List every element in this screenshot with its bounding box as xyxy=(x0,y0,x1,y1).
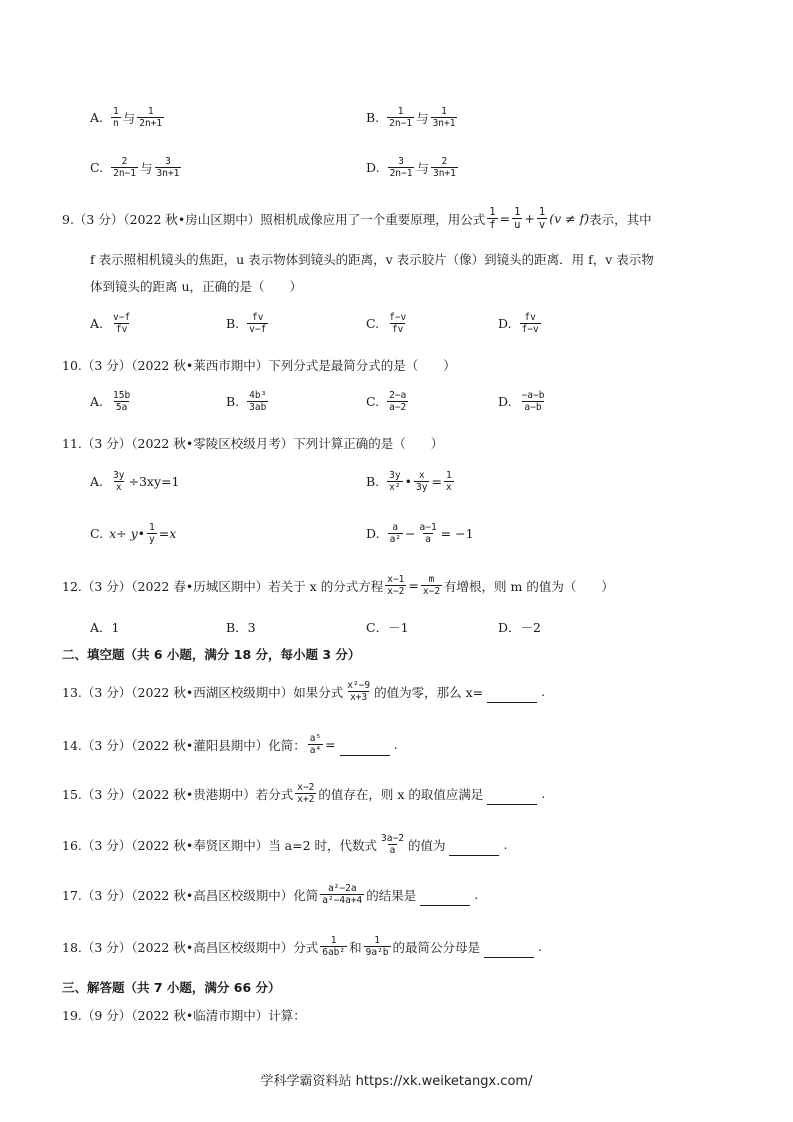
fraction: $\frac{a}{\text{a²}}$ xyxy=(389,522,402,545)
q10-option-a: A. $\frac{15b}{5a}$ xyxy=(90,390,131,413)
q9-option-b: B. $\frac{fv}{v-f}$ xyxy=(226,312,267,335)
fraction: $\frac{1}{f}$ xyxy=(489,206,496,231)
q14: 14.（3 分）（2022 秋•灌阳县期中）化简： $\frac{\text{a⁵}}{\text{a⁴}}$ = . xyxy=(62,733,398,756)
q12-option-b: B．3 xyxy=(226,620,256,635)
fraction: $\frac{x-2}{x+2}$ xyxy=(297,782,315,805)
fraction: $\frac{1}{\text{6ab²}}$ xyxy=(322,935,346,958)
fraction: $\frac{v-f}{fv}$ xyxy=(113,312,131,335)
q9-line2: f 表示照相机镜头的焦距，u 表示物体到镜头的距离，v 表示胶片（像）到镜头的距离．用 f，v 表示物 xyxy=(90,252,654,267)
fraction: $\frac{\text{a²−2a}}{\text{a²−4a+4}}$ xyxy=(322,883,363,906)
fraction: $\frac{1}{u}$ xyxy=(514,206,521,231)
fraction: $\frac{1}{2n-1}$ xyxy=(389,106,413,129)
answer-blank[interactable] xyxy=(487,792,537,805)
fraction: $\frac{1}{\text{9a²b}}$ xyxy=(365,935,389,958)
fraction: $\frac{1}{v}$ xyxy=(538,206,546,231)
fraction: $\frac{-a-b}{a-b}$ xyxy=(521,390,545,413)
answer-blank[interactable] xyxy=(487,690,537,703)
q9-line3: 体到镜头的距离 u，正确的是（ ） xyxy=(90,279,303,294)
q9-option-d: D. $\frac{fv}{f-v}$ xyxy=(498,312,539,335)
fraction: $\frac{\text{x²−9}}{x+3}$ xyxy=(347,680,371,703)
q17: 17.（3 分）（2022 秋•高昌区校级期中）化简 $\frac{\text{a²−2a}}{\text{a²−4a+4}}$ 的结果是 . xyxy=(62,883,479,906)
section-heading-answer: 三、解答题（共 7 小题，满分 66 分） xyxy=(62,980,281,995)
fraction: $\frac{1}{3n+1}$ xyxy=(432,106,456,129)
footer-watermark[interactable]: 学科学霸资料站 https://xk.weiketangx.com/ xyxy=(260,1074,533,1089)
q11-option-d: D. $\frac{a}{\text{a²}}$ − $\frac{a-1}{a}$ = −1 xyxy=(366,522,474,545)
fraction: $\frac{3}{2n-1}$ xyxy=(389,156,413,179)
q19-stem: 19.（9 分）（2022 秋•临清市期中）计算： xyxy=(62,1008,306,1023)
fraction: $\frac{1}{y}$ xyxy=(149,522,155,545)
fraction: $\frac{fv}{v-f}$ xyxy=(249,312,267,335)
q11-option-a: A. $\frac{3y}{x}$ ÷3xy=1 xyxy=(90,470,180,493)
q8-option-d: D. $\frac{3}{2n-1}$ 与 $\frac{2}{3n+1}$ xyxy=(366,156,456,179)
fraction: $\frac{x-1}{x-2}$ xyxy=(387,574,405,597)
q12-option-a: A．1 xyxy=(90,620,120,635)
q10-option-b: B. $\frac{\text{4b³}}{3ab}$ xyxy=(226,390,267,413)
fraction: $\frac{3}{3n+1}$ xyxy=(156,156,180,179)
q11-option-b: B. $\frac{3y}{\text{x²}}$ • $\frac{x}{3y}$ = $\frac{1}{x}$ xyxy=(366,470,452,493)
q8-option-c: C. $\frac{2}{2n-1}$ 与 $\frac{3}{3n+1}$ xyxy=(90,156,180,179)
fraction: $\frac{a-1}{a}$ xyxy=(419,522,437,545)
fraction: $\frac{2}{3n+1}$ xyxy=(432,156,456,179)
q8-option-b: B. $\frac{1}{2n-1}$ 与 $\frac{1}{3n+1}$ xyxy=(366,106,456,129)
q11-option-c: C. x÷ y• $\frac{1}{y}$ =x xyxy=(90,522,177,545)
fraction: $\frac{1}{n}$ xyxy=(113,106,119,129)
fraction: $\frac{1}{x}$ xyxy=(445,470,452,493)
q13: 13.（3 分）（2022 秋•西湖区校级期中）如果分式 $\frac{\text{x²−9}}{x+3}$ 的值为零，那么 x= . xyxy=(62,680,546,703)
q10-stem: 10.（3 分）（2022 秋•莱西市期中）下列分式是最简分式的是（ ） xyxy=(62,358,456,373)
answer-blank[interactable] xyxy=(420,893,470,906)
answer-blank[interactable] xyxy=(484,945,534,958)
q9-stem: 9.（3 分）（2022 秋•房山区期中）照相机成像应用了一个重要原理，用公式 $\frac{1}{f}$ = $\frac{1}{u}$ + $\frac{1}{v}$ (v ≠ f)表示，其中 xyxy=(62,206,652,231)
q12-option-c: C．－1 xyxy=(366,620,409,635)
q9-option-a: A. $\frac{v-f}{fv}$ xyxy=(90,312,131,335)
fraction: $\frac{2}{2n-1}$ xyxy=(113,156,136,179)
q12-option-d: D．－2 xyxy=(498,620,541,635)
q10-option-d: D. $\frac{-a-b}{a-b}$ xyxy=(498,390,545,413)
fraction: $\frac{x}{3y}$ xyxy=(416,470,428,493)
fraction: $\frac{\text{4b³}}{3ab}$ xyxy=(249,390,267,413)
q8-option-a: A. $\frac{1}{n}$ 与 $\frac{1}{2n+1}$ xyxy=(90,106,163,129)
fraction: $\frac{1}{2n+1}$ xyxy=(139,106,163,129)
fraction: $\frac{fv}{f-v}$ xyxy=(521,312,539,335)
q15: 15.（3 分）（2022 秋•贵港期中）若分式 $\frac{x-2}{x+2}$ 的值存在，则 x 的取值应满足 . xyxy=(62,782,546,805)
fraction: $\frac{f-v}{fv}$ xyxy=(389,312,407,335)
answer-blank[interactable] xyxy=(449,843,499,856)
fraction: $\frac{2-a}{a-2}$ xyxy=(389,390,407,413)
q16: 16.（3 分）（2022 秋•奉贤区期中）当 a=2 时，代数式 $\frac{3a-2}{a}$ 的值为 . xyxy=(62,833,508,856)
q10-option-c: C. $\frac{2-a}{a-2}$ xyxy=(366,390,407,413)
q18: 18.（3 分）（2022 秋•高昌区校级期中）分式 $\frac{1}{\text{6ab²}}$ 和 $\frac{1}{\text{9a²b}}$ 的最简公分母是 . xyxy=(62,935,543,958)
answer-blank[interactable] xyxy=(340,743,390,756)
fraction: $\frac{3y}{\text{x²}}$ xyxy=(389,470,401,493)
fraction: $\frac{15b}{5a}$ xyxy=(113,390,131,413)
fraction: $\frac{3a-2}{a}$ xyxy=(381,833,404,856)
section-heading-fill-in: 二、填空题（共 6 小题，满分 18 分，每小题 3 分） xyxy=(62,647,361,662)
q9-option-c: C. $\frac{f-v}{fv}$ xyxy=(366,312,407,335)
fraction: $\frac{\text{a⁵}}{\text{a⁴}}$ xyxy=(309,733,322,756)
fraction: $\frac{3y}{x}$ xyxy=(113,470,125,493)
q11-stem: 11.（3 分）（2022 秋•零陵区校级月考）下列计算正确的是（ ） xyxy=(62,436,444,451)
q12-stem: 12.（3 分）（2022 春•历城区期中）若关于 x 的分式方程 $\frac{x-1}{x-2}$ = $\frac{m}{x-2}$ 有增根，则 m 的值为（ ） xyxy=(62,574,614,597)
fraction: $\frac{m}{x-2}$ xyxy=(422,574,441,597)
